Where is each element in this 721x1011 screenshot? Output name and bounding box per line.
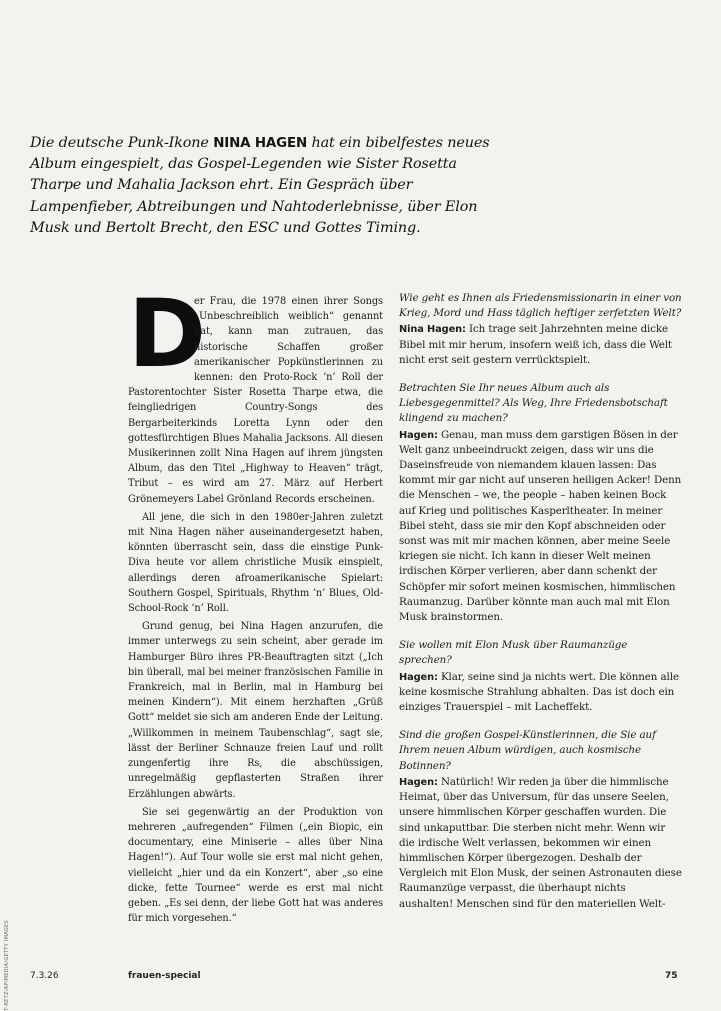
speaker-label: Nina Hagen:	[399, 324, 466, 336]
interview-answer	[399, 775, 682, 912]
interview-question: Betrachten Sie Ihr neues Album auch als Liebesgegenmittel? Als Weg, Ihre Friedensbotschaft klingend zu machen?	[399, 382, 668, 425]
page-number: 75	[665, 971, 678, 981]
interview-question: Sie wollen mit Elon Musk über Raumanzüge sprechen?	[399, 639, 628, 667]
photo-credit: T-RETZ/AP/MEDIA/GETTY IMAGES	[4, 920, 10, 1011]
speaker-label: Hagen:	[399, 671, 438, 683]
article-paragraph-3: Grund genug, bei Nina Hagen anzurufen, die immer unterwegs zu sein scheint, aber gerade im Hamburger Büro ihres PR-Beauftragten sitzt („Ich bin überall, mal bei meiner französischen Familie in Frankreich, mal in Berlin, mal in Hamburg bei meinen Kindern“). Mit einem herzhaften „Grüß Gott“ meldet sie sich am anderen Ende der Leitung. „Willkommen in meinem Taubenschlag“, sagt sie, lässt der Berliner Schnauze freien Lauf und rollt zungenfertig ihre Rs, die abschüssigen, unregelmäßig gepflasterten Straßen ihrer Erzählungen abwärts.	[128, 621, 383, 800]
interview-answer	[399, 670, 682, 716]
article-column	[128, 280, 383, 926]
interview-column	[399, 291, 682, 925]
intro-artist-name: NINA HAGEN	[213, 136, 308, 151]
answer-text: Genau, man muss dem garstigen Bösen in der Welt ganz unbeeindruckt zeigen, dass wir uns die Daseinsfreude von niemandem klauen lassen: Das kommt mir gar nicht auf unseren heiligen Acker! Denn die Menschen – we, the people – haben keinen Bock auf Krieg und politisches Kasperltheater. In meiner Bibel steht, dass sie mir den Kopf abschneiden oder sonst was mit mir machen können, aber meine Seele kriegen sie nicht. Ich kann in dieser Welt meinen irdischen Körper verlieren, aber dann schenkt der Schöpfer mir sofort meinen kosmischen, himmlischen Raumanzug. Darüber könnte man auch mal mit Elon Musk brainstormen.	[399, 428, 682, 624]
speaker-label: Hagen:	[399, 429, 438, 441]
interview-answer	[399, 322, 682, 368]
footer-magazine: frauen-special	[128, 971, 201, 981]
article-paragraph-1: er Frau, die 1978 einen ihrer Songs „Unbeschreiblich weiblich“ genannt hat, kann man zutrauen, das historische Schaffen großer amerikanischer Popkünstlerinnen zu kennen: den Proto-Rock ’n’ Roll der Pastorentochter Sister Rosetta Tharpe etwa, die feingliedrigen Country-Songs des Bergarbeiterkinds Loretta Lynn oder den gottesfürchtigen Blues Mahalia Jacksons. All diesen Musikerinnen zollt Nina Hagen auf ihrem jüngsten Album, das den Titel „Highway to Heaven“ trägt, Tribut – es wird am 27. März auf Herbert Grönemeyers Label Grönland Records erscheinen.	[128, 296, 383, 505]
footer-date: 7.3.26	[30, 971, 59, 981]
intro-lead	[30, 133, 510, 239]
answer-text: Klar, seine sind ja nichts wert. Die können alle keine kosmische Strahlung abhalten. Das ist doch ein einziges Trauerspiel – mit Lacheffekt.	[399, 670, 679, 714]
intro-text-start: Die deutsche Punk-Ikone	[30, 135, 214, 151]
answer-text: Natürlich! Wir reden ja über die himmlische Heimat, über das Universum, für das unsere Seelen, unsere himmlischen Körper geschaffen wurden. Die sind unkaputtbar. Die sterben nicht mehr. Wenn wir die irdische Welt verlassen, bekommen wir einen himmlischen Körper übergezogen. Deshalb der Vergleich mit Elon Musk, der seinen Astronauten diese Raumanzüge verpasst, die überhaupt nichts aushalten! Menschen sind für den materiellen Welt-	[399, 775, 682, 910]
article-paragraph-2: All jene, die sich in den 1980er-Jahren zuletzt mit Nina Hagen näher auseinandergesetzt haben, könnten überrascht sein, dass die einstige Punk-Diva heute vor allem christliche Musik einspielt, allerdings deren afroamerikanische Spielart: Southern Gospel, Spirituals, Rhythm ’n’ Blues, Old-School-Rock ’n’ Roll.	[128, 511, 383, 615]
article-paragraph-4: Sie sei gegenwärtig an der Produktion von mehreren „aufregenden“ Filmen („ein Biopic, ein documentary, eine Miniserie – alles über Nina Hagen!“). Auf Tour wolle sie erst mal nicht gehen, vielleicht „hier und da ein Konzert“, aber „so eine dicke, fette Tournee“ werde es erst mal nicht geben. „Es sei denn, der liebe Gott hat was anderes für mich vorgesehen.“	[128, 806, 383, 925]
interview-question: Sind die großen Gospel-Künstlerinnen, die Sie auf Ihrem neuen Album würdigen, auch kosmische Botinnen?	[399, 729, 656, 772]
drop-cap: D	[128, 280, 206, 389]
interview-question: Wie geht es Ihnen als Friedensmissionarin in einer von Krieg, Mord und Hass täglich heftiger zerfetzten Welt?	[399, 292, 682, 320]
answer-text: Ich trage seit Jahrzehnten meine dicke Bibel mit mir herum, insofern weiß ich, dass die Welt nicht erst seit gestern verrücktspielt.	[399, 323, 672, 366]
intro-text-end: hat ein bibelfestes neues Album eingespielt, das Gospel-Legenden wie Sister Rosetta Tharpe und Mahalia Jackson ehrt. Ein Gespräch über Lampenfieber, Abtreibungen und Nahtoderlebnisse, über Elon Musk und Bertolt Brecht, den ESC und Gottes Timing.	[30, 135, 490, 236]
interview-answer	[399, 428, 682, 626]
speaker-label: Hagen:	[399, 776, 438, 788]
